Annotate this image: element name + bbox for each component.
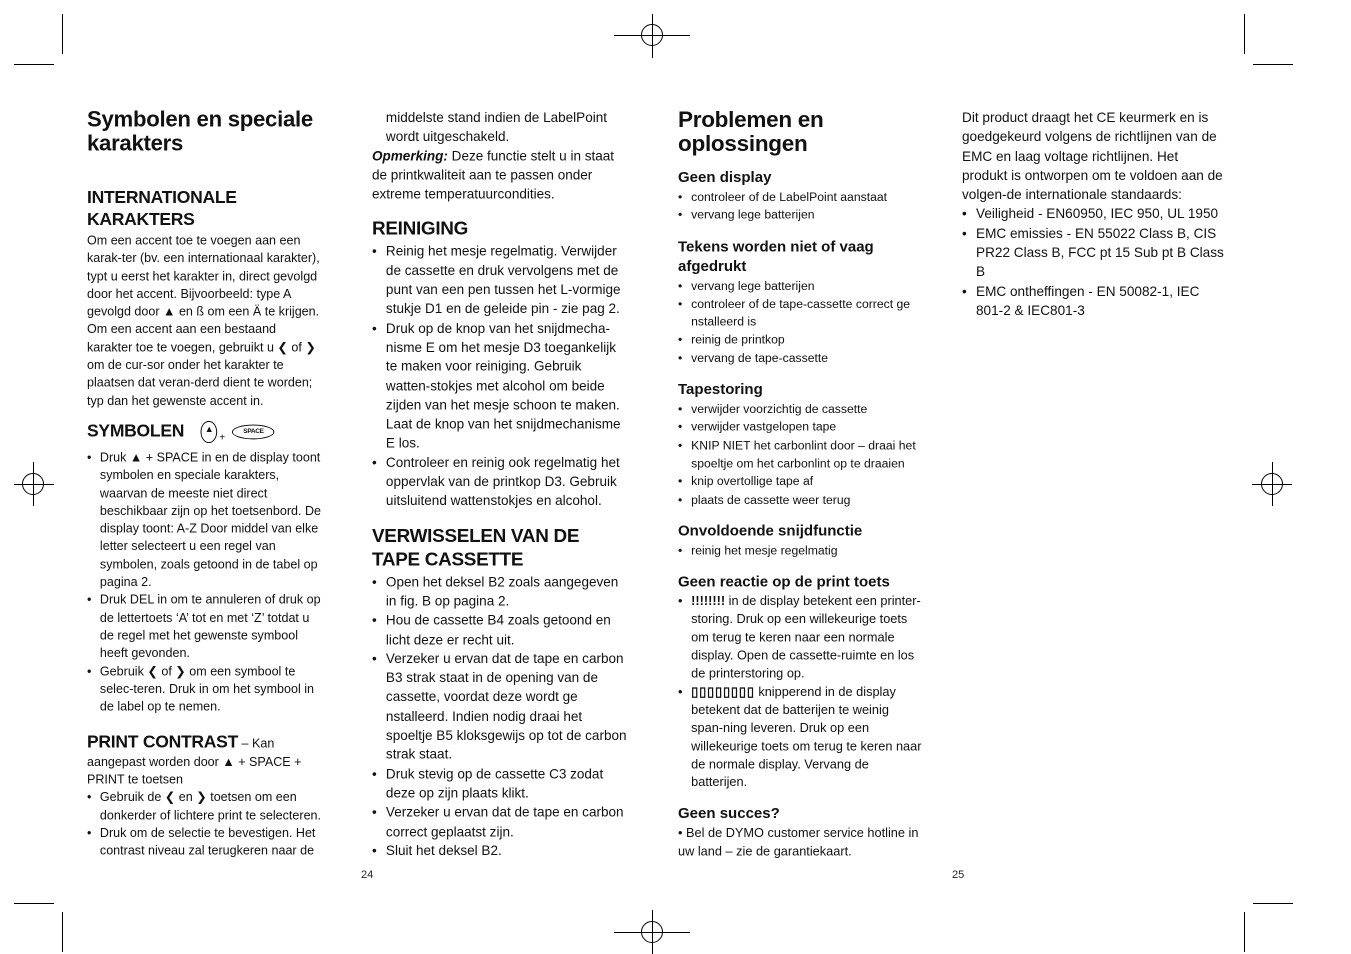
- snijd-list: [678, 541, 922, 559]
- section-heading-symbolen: [87, 421, 323, 449]
- right-column-2: [962, 108, 1224, 320]
- note: [372, 146, 629, 204]
- list-item: • Verzeker u ervan dat de tape en carbon correct geplaatst zijn.: [372, 803, 629, 841]
- list-item: • Hou de cassette B4 zoals getoond en licht deze er recht uit.: [372, 611, 629, 649]
- page-number-left: 24: [361, 869, 374, 881]
- plus-sign: +: [219, 431, 225, 444]
- reactie-text-1: in de display betekent een printer-storing. Druk op een willekeurige toets om terug te keren naar een normale display. Open de cassette-ruimte en los de printerstoring op.: [691, 594, 921, 681]
- heading-tapestoring: Tapestoring: [678, 381, 763, 398]
- tape-list: [372, 572, 629, 860]
- error-symbol: !!!!!!!!: [691, 594, 726, 609]
- up-key-icon: ▲: [201, 421, 218, 443]
- contrast-heading-line: [87, 734, 323, 788]
- right-column-1: [678, 108, 922, 860]
- left-column-1: [87, 108, 323, 860]
- tapestoring-list: [678, 400, 922, 509]
- contrast-list: [87, 789, 323, 860]
- list-item: • reinig het mesje regelmatig: [678, 541, 922, 559]
- list-item: • vervang lege batterijen: [678, 276, 922, 294]
- continued-text: middelste stand indien de LabelPoint wordt uitgeschakeld.: [385, 109, 608, 145]
- list-item: • Verzeker u ervan dat de tape en carbon B3 strak staat in de opening van de cassette, voordat deze wordt ge nstalleerd. Indien nodig draai het spoeltje B5 kloksgewijs op tot de carbon strak staat.: [372, 649, 629, 764]
- list-item: • knip overtollige tape af: [678, 472, 922, 490]
- list-item: • reinig de printkop: [678, 331, 922, 349]
- list-item: • Reinig het mesje regelmatig. Verwijder de cassette en druk vervolgens met de punt van een pen tussen het L-vormige stukje D1 en de geleide pin - zie pag 2.: [372, 242, 629, 319]
- page-title: Symbolen en speciale karakters: [87, 107, 313, 156]
- display-list: [678, 188, 922, 224]
- ce-text: Dit product draagt het CE keurmerk en is goedgekeurd volgens de richtlijnen van de EMC en laag voltage richtlijnen. Het produkt is ontworpen om te voldoen aan de volgen-de internationale standaards:: [962, 110, 1223, 203]
- standards-list: [962, 204, 1224, 320]
- succes-text: • Bel de DYMO customer service hotline in uw land – zie de garantiekaart.: [678, 825, 919, 859]
- left-column-2: [372, 108, 629, 860]
- heading-succes: Geen succes?: [678, 806, 780, 823]
- list-item: • Veiligheid - EN60950, IEC 950, UL 1950: [962, 204, 1224, 223]
- list-item: [678, 592, 922, 683]
- section-heading-tape: VERWISSELEN VAN DE TAPE CASSETTE: [372, 525, 580, 571]
- reactie-list: [678, 592, 922, 791]
- list-item: • Sluit het deksel B2.: [372, 841, 629, 860]
- list-item: • verwijder voorzichtig de cassette: [678, 400, 922, 418]
- symbolen-list: [87, 449, 323, 716]
- heading-tekens: Tekens worden niet of vaag afgedrukt: [678, 238, 874, 275]
- list-item: • Druk op de knop van het snijdmecha-nisme E om het mesje D3 toegankelijk te maken voor reiniging. Gebruik watten-stokjes met alcohol om beide zijden van het mesje schoon te maken. Laat de knop van het snijdmechanisme E los.: [372, 319, 629, 453]
- list-item: • Open het deksel B2 zoals aangegeven in fig. B op pagina 2.: [372, 572, 629, 610]
- note-text: Deze functie stelt u in staat de printkwaliteit aan te passen onder extreme temperatuurcondities.: [372, 148, 615, 202]
- list-item: • Controleer en reinig ook regelmatig het oppervlak van de printkop D3. Gebruik uitsluitend wattenstokjes en alcohol.: [372, 453, 629, 511]
- battery-icon: ▯▯▯▯▯▯▯▯: [691, 684, 755, 699]
- section-heading-contrast: PRINT CONTRAST: [87, 733, 239, 753]
- list-item: • plaats de cassette weer terug: [678, 490, 922, 508]
- list-item: [678, 683, 922, 792]
- intl-paragraph-2: Om een accent aan een bestaand karakter toe te voegen, gebruikt u ❮ of ❯ om de cur-sor onder het karakter te plaatsen dat veran-derd dient te worden; typ dan het gewenste accent in.: [87, 322, 316, 408]
- list-item: • controleer of de tape-cassette correct ge nstalleerd is: [678, 295, 922, 331]
- note-label: Opmerking:: [372, 148, 448, 164]
- list-item: • vervang de tape-cassette: [678, 349, 922, 367]
- list-item: • Druk ▲ + SPACE in en de display toont symbolen en speciale karakters, waarvan de meeste niet direct beschikbaar zijn op het toetsenbord. De display toont: A-Z Door middel van elke letter selecteert u een regel van symbolen, zoals getoond in de tabel op pagina 2.: [87, 449, 323, 591]
- list-item: • Gebruik de ❮ en ❯ toetsen om een donkerder of lichtere print te selecteren.: [87, 789, 323, 825]
- symbolen-label: SYMBOLEN: [87, 421, 185, 442]
- list-item: • verwijder vastgelopen tape: [678, 418, 922, 436]
- contrast-intro: – Kan aangepast worden door ▲ + SPACE + PRINT te toetsen: [87, 736, 302, 787]
- reactie-text-2: knipperend in de display betekent dat de batterijen te weinig span-ning leveren. Druk op een willekeurige toets om terug te keren naar de normale display. Vervang de batterijen.: [691, 684, 922, 790]
- heading-geen-display: Geen display: [678, 169, 772, 186]
- list-item: • Druk stevig op de cassette C3 zodat deze op zijn plaats klikt.: [372, 764, 629, 802]
- intl-paragraph-1: Om een accent toe te voegen aan een karak-ter (bv. een internationaal karakter), typt u eerst het karakter in, direct gevolgd door het accent. Bijvoorbeeld: type A gevolgd door ▲ en ß om een Ä te krijgen.: [87, 233, 320, 319]
- page-number-right: 25: [952, 869, 965, 881]
- list-item: • Gebruik ❮ of ❯ om een symbool te selec-teren. Druk in om het symbool in de label op te nemen.: [87, 662, 323, 715]
- list-item: • Druk DEL in om te annuleren of druk op de lettertoets ‘A’ tot en met ‘Z’ totdat u de regel met het gewenste symbool heeft gevonden.: [87, 591, 323, 662]
- reiniging-list: [372, 242, 629, 511]
- page-title-right: Problemen en oplossingen: [678, 107, 824, 157]
- heading-snijdfunctie: Onvoldoende snijdfunctie: [678, 523, 863, 540]
- list-item: • KNIP NIET het carbonlint door – draai het spoeltje om het carbonlint op te draaien: [678, 436, 922, 472]
- tekens-list: [678, 276, 922, 367]
- heading-print-toets: Geen reactie op de print toets: [678, 574, 890, 591]
- section-heading-reiniging: REINIGING: [372, 218, 469, 240]
- space-key-icon: SPACE: [232, 425, 274, 440]
- list-item: • EMC ontheffingen - EN 50082-1, IEC 801-2 & IEC801-3: [962, 282, 1224, 321]
- list-item: • controleer of de LabelPoint aanstaat: [678, 188, 922, 206]
- list-item: • Druk om de selectie te bevestigen. Het contrast niveau zal terugkeren naar de: [87, 824, 323, 860]
- list-item: • EMC emissies - EN 55022 Class B, CIS PR22 Class B, FCC pt 15 Sub pt B Class B: [962, 224, 1224, 282]
- section-heading-intl: INTERNATIONALE KARAKTERS: [87, 188, 237, 230]
- list-item: • vervang lege batterijen: [678, 206, 922, 224]
